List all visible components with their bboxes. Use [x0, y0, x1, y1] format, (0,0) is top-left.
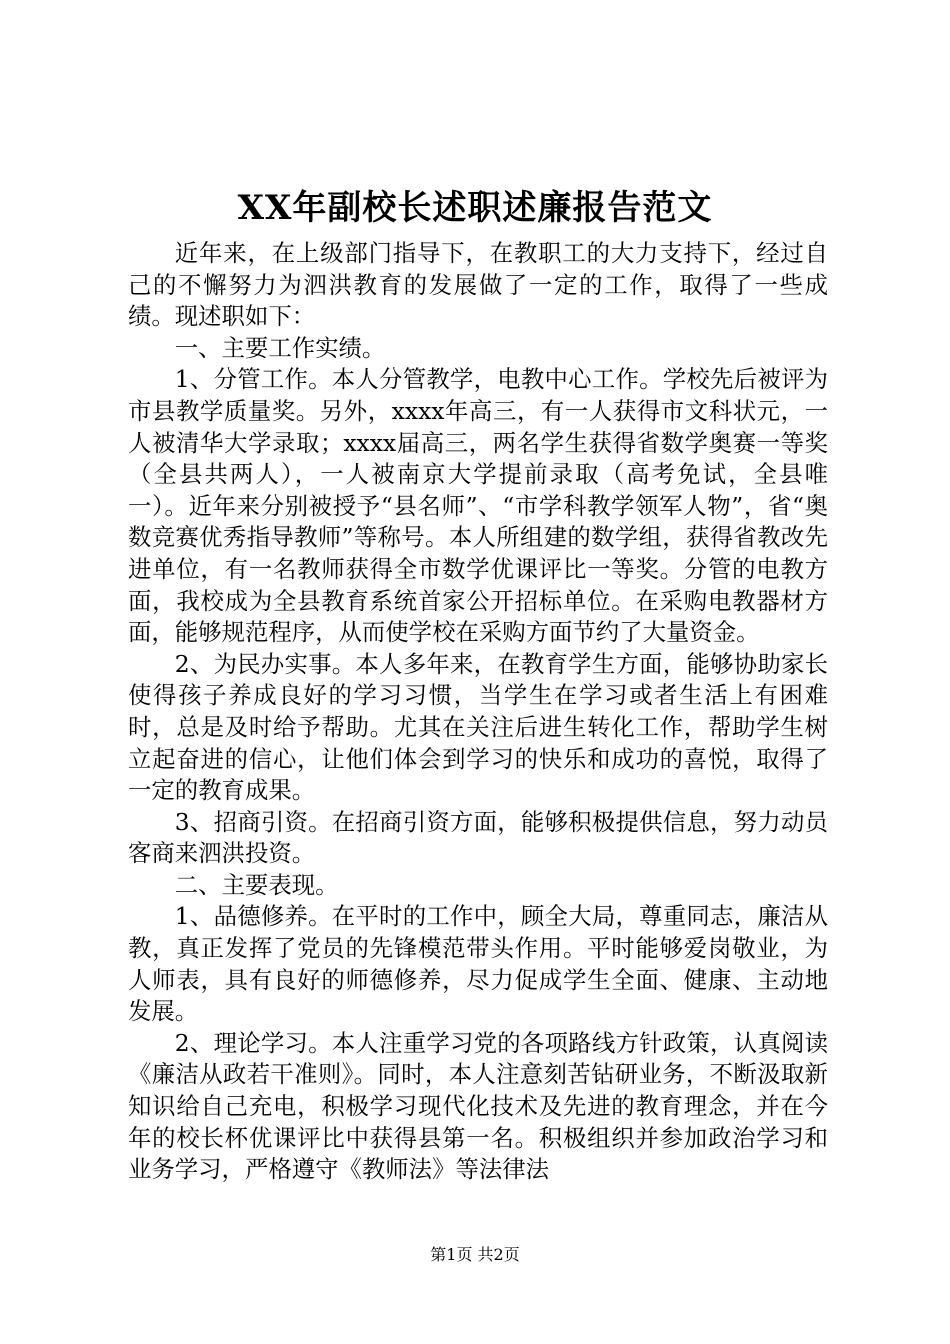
paragraph-intro: 近年来，在上级部门指导下，在教职工的大力支持下，经过自己的不懈努力为泗洪教育的发展做了一定的工作，取得了一些成绩。现述职如下： [128, 239, 828, 331]
paragraph-morality: 1、品德修养。在平时的工作中，顾全大局，尊重同志，廉洁从教，真正发挥了党员的先锋模范带头作用。平时能够爱岗敬业，为人师表，具有良好的师德修养，尽力促成学生全面、健康、主动地发展。 [128, 902, 828, 1026]
paragraph-management-work: 1、分管工作。本人分管教学，电教中心工作。学校先后被评为市县教学质量奖。另外，xxxx年高三，有一人获得市文科状元，一人被清华大学录取；xxxx届高三，两名学生获得省数学奥赛一等奖（全县共两人），一人被南京大学提前录取（高考免试，全县唯一）。近年来分别被授予“县名师”、“市学科教学领军人物”，省“奥数竞赛优秀指导教师”等称号。本人所组建的数学组，获得省教改先进单位，有一名教师获得全市数学优课评比一等奖。分管的电教方面，我校成为全县教育系统首家公开招标单位。在采购电教器材方面，能够规范程序，从而使学校在采购方面节约了大量资金。 [128, 365, 828, 647]
paragraph-practical-work: 2、为民办实事。本人多年来，在教育学生方面，能够协助家长使得孩子养成良好的学习习惯，当学生在学习或者生活上有困难时，总是及时给予帮助。尤其在关注后进生转化工作，帮助学生树立起奋进的信心，让他们体会到学习的快乐和成功的喜悦，取得了一定的教育成果。 [128, 649, 828, 805]
document-body [128, 238, 828, 1186]
paragraph-theory-study: 2、理论学习。本人注重学习党的各项路线方针政策，认真阅读《廉洁从政若干准则》。同时，本人注意刻苦钻研业务，不断汲取新知识给自己充电，积极学习现代化技术及先进的教育理念，并在今年的校长杯优课评比中获得县第一名。积极组织并参加政治学习和业务学习，严格遵守《教师法》等法律法 [128, 1028, 828, 1184]
page-number-footer: 第1页 共2页 [430, 1245, 520, 1264]
document-title: XX年副校长述职述廉报告范文 [237, 188, 713, 228]
paragraph-investment: 3、招商引资。在招商引资方面，能够积极提供信息，努力动员客商来泗洪投资。 [128, 807, 828, 868]
section-heading-1: 一、主要工作实绩。 [174, 333, 386, 362]
section-heading-2: 二、主要表现。 [174, 870, 339, 899]
